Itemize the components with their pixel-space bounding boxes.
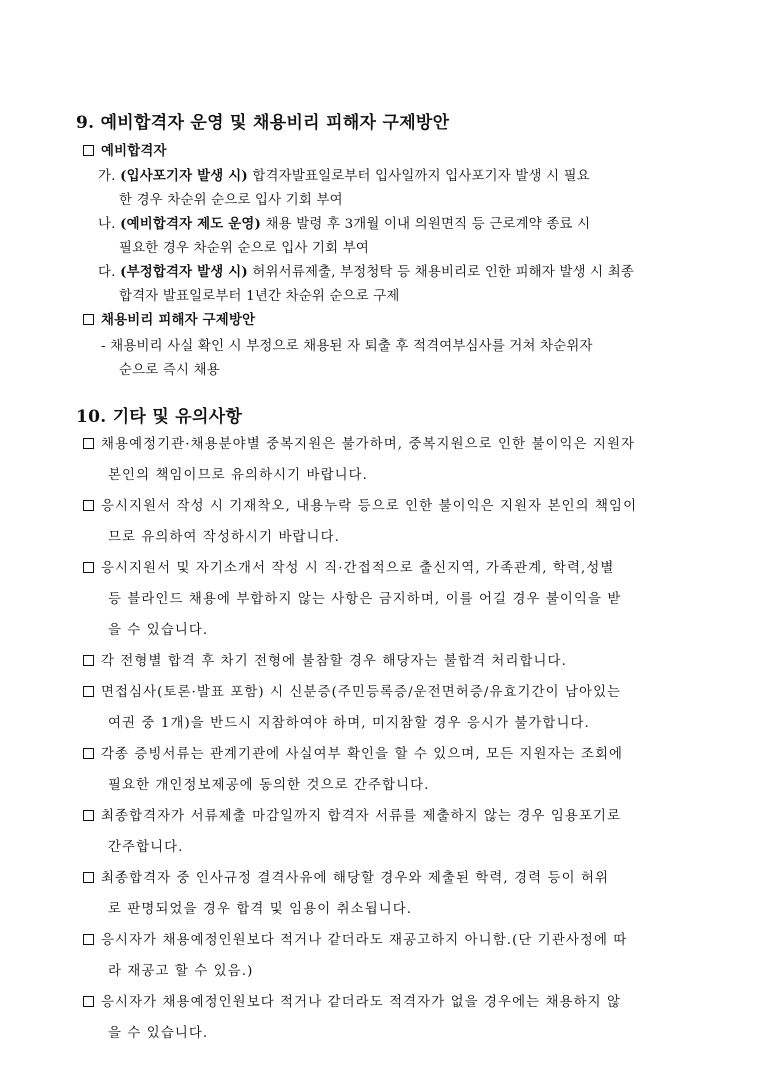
notice-item (83, 557, 614, 576)
notice-text: 응시지원서 및 자기소개서 작성 시 직·간접적으로 출신지역, 가족관계, 학력,성별 (101, 561, 615, 576)
notice-text: 응시자가 채용예정인원보다 적거나 같더라도 적격자가 없을 경우에는 채용하지 않 (101, 995, 622, 1010)
notice-text: 각 전형별 합격 후 차기 전형에 불참할 경우 해당자는 불합격 처리합니다. (101, 654, 567, 669)
checkbox-icon (83, 562, 94, 573)
checkbox-icon (83, 500, 94, 511)
notice-continuation: 을 수 있습니다. (108, 623, 209, 638)
notice-item (83, 743, 623, 762)
item-text: 허위서류제출, 부정청탁 등 채용비리로 인한 피해자 발생 시 최종 (247, 265, 635, 280)
notice-text: 응시자가 채용예정인원보다 적거나 같더라도 재공고하지 아니함.(단 기관사정에 따 (101, 933, 628, 948)
notice-item (83, 681, 621, 700)
notice-continuation: 여권 중 1개)을 반드시 지참하여야 하며, 미지참할 경우 응시가 불가합니다. (108, 716, 590, 731)
notice-continuation: 므로 유의하여 작성하시기 바랍니다. (108, 530, 340, 545)
section-10-title: 10. 기타 및 유의사항 (76, 407, 243, 427)
subheading-victim-relief (83, 309, 255, 328)
notice-item (83, 991, 621, 1010)
checkbox-icon (83, 145, 94, 156)
notice-item (83, 433, 635, 452)
checkbox-icon (83, 748, 94, 759)
notice-item (83, 495, 637, 514)
subheading-label: 채용비리 피해자 구제방안 (101, 312, 256, 328)
item-emphasis: (부정합격자 발생 시) (120, 264, 248, 280)
item-text: 합격자발표일로부터 입사일까지 입사포기자 발생 시 필요 (247, 169, 590, 184)
notice-text: 응시지원서 작성 시 기재착오, 내용누락 등으로 인한 불이익은 지원자 본인의 책임이 (101, 499, 638, 514)
checkbox-icon (83, 438, 94, 449)
checkbox-icon (83, 314, 94, 325)
notice-continuation: 등 블라인드 채용에 부합하지 않는 사항은 금지하며, 이를 어길 경우 불이익을 받 (108, 592, 622, 607)
item-emphasis: (예비합격자 제도 운영) (120, 216, 262, 232)
item-text: 채용비리 사실 확인 시 부정으로 채용된 자 퇴출 후 적격여부심사를 거쳐 차순위자 (110, 339, 593, 354)
item-marker: 다. (98, 265, 116, 280)
checkbox-icon (83, 686, 94, 697)
notice-continuation: 간주합니다. (108, 840, 184, 855)
checkbox-icon (83, 810, 94, 821)
notice-text: 최종합격자 중 인사규정 결격사유에 해당할 경우와 제출된 학력, 경력 등이 허위 (101, 871, 610, 886)
list-item-continuation: 한 경우 차순위 순으로 입사 기회 부여 (119, 193, 343, 208)
notice-text: 최종합격자가 서류제출 마감일까지 합격자 서류를 제출하지 않는 경우 임용포기로 (101, 809, 622, 824)
notice-continuation: 본인의 책임이므로 유의하시기 바랍니다. (108, 468, 369, 483)
notice-continuation: 로 판명되었을 경우 합격 및 임용이 취소됩니다. (108, 902, 413, 917)
checkbox-icon (83, 872, 94, 883)
checkbox-icon (83, 934, 94, 945)
list-item-continuation: 필요한 경우 차순위 순으로 입사 기회 부여 (119, 241, 370, 256)
notice-continuation: 을 수 있습니다. (108, 1026, 209, 1041)
notice-text: 면접심사(토론·발표 포함) 시 신분증(주민등록증/운전면허증/유효기간이 남아있는 (101, 685, 622, 700)
item-text: 채용 발령 후 3개월 이내 의원면직 등 근로계약 종료 시 (261, 217, 591, 232)
notice-item (83, 650, 567, 669)
item-marker: 나. (98, 217, 116, 232)
list-item-continuation: 합격자 발표일로부터 1년간 차순위 순으로 구제 (119, 289, 400, 304)
subheading-reserve-candidates (83, 140, 167, 159)
notice-continuation: 라 재공고 할 수 있음.) (108, 964, 254, 979)
dash-marker: - (101, 339, 106, 354)
item-emphasis: (입사포기자 발생 시) (120, 168, 248, 184)
notice-text: 채용예정기관·채용분야별 중복지원은 불가하며, 중복지원으로 인한 불이익은 지원자 (101, 437, 636, 452)
notice-item (83, 867, 609, 886)
list-item (101, 335, 593, 354)
checkbox-icon (83, 655, 94, 666)
notice-text: 각종 증빙서류는 관계기관에 사실여부 확인을 할 수 있으며, 모든 지원자는 조회에 (101, 747, 624, 762)
section-9-title: 9. 예비합격자 운영 및 채용비리 피해자 구제방안 (76, 113, 450, 133)
list-item (98, 213, 590, 232)
notice-item (83, 805, 621, 824)
item-marker: 가. (98, 169, 116, 184)
notice-item (83, 929, 627, 948)
notice-continuation: 필요한 개인정보제공에 동의한 것으로 간주합니다. (108, 778, 430, 793)
checkbox-icon (83, 996, 94, 1007)
list-item (98, 165, 590, 184)
list-item-continuation: 순으로 즉시 채용 (119, 363, 220, 378)
list-item (98, 261, 634, 280)
subheading-label: 예비합격자 (101, 143, 167, 159)
